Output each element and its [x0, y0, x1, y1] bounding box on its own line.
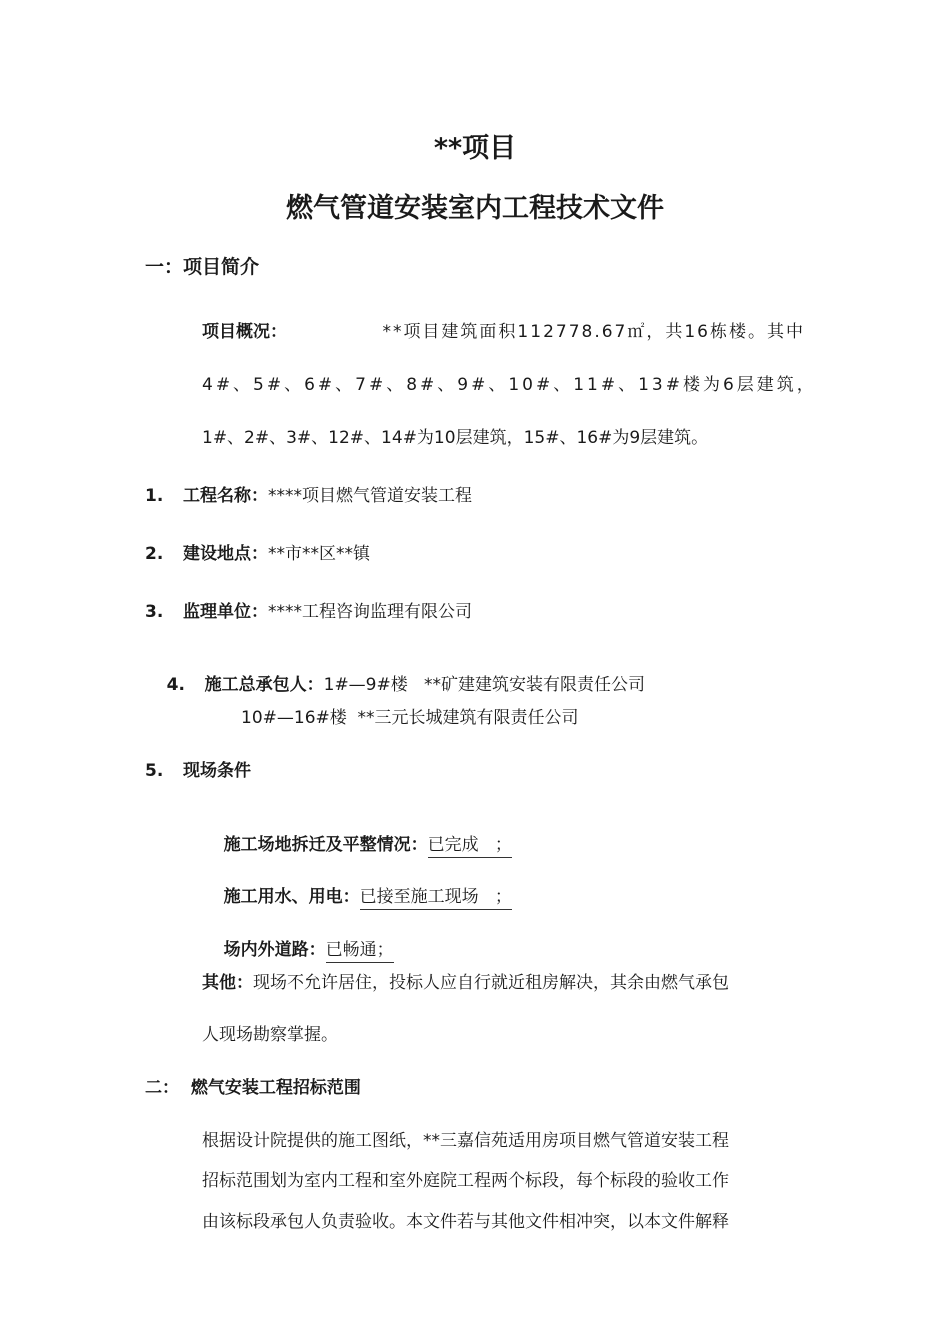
section2-para-line2: 招标范围划为室内工程和室外庭院工程两个标段，每个标段的验收工作 — [202, 1171, 729, 1191]
condition-label: 施工用水、用电： — [223, 887, 360, 907]
item-4-line2: 10#—16#楼 **三元长城建筑有限责任公司 — [241, 708, 579, 728]
condition-label: 场内外道路： — [223, 940, 326, 960]
other-text: 现场不允许居住，投标人应自行就近租房解决，其余由燃气承包 — [253, 973, 729, 993]
document-title-line1: **项目 — [433, 133, 517, 164]
item-value: ****工程咨询监理有限公司 — [268, 602, 472, 622]
overview-text: **项目建筑面积112778.67㎡，共16栋楼。其中 — [382, 322, 805, 342]
item-label: 现场条件 — [183, 761, 251, 781]
item-number: 4. — [166, 675, 185, 695]
overview-line3: 1#、2#、3#、12#、14#为10层建筑，15#、16#为9层建筑。 — [202, 428, 709, 448]
item-value: ****项目燃气管道安装工程 — [268, 486, 472, 506]
condition-value: 已完成 ； — [428, 830, 512, 858]
item-2 — [145, 539, 370, 564]
item-number: 3. — [145, 602, 164, 622]
document-title-line2: 燃气管道安装室内工程技术文件 — [286, 193, 664, 224]
other-line2: 人现场勘察掌握。 — [202, 1025, 338, 1045]
item-value: **市**区**镇 — [268, 544, 370, 564]
other-line1 — [202, 968, 729, 993]
overview-label: 项目概况： — [202, 322, 287, 342]
section2-para-line1: 根据设计院提供的施工图纸，**三嘉信苑适用房项目燃气管道安装工程 — [202, 1131, 729, 1151]
section1-heading: 一：项目简介 — [145, 256, 260, 278]
condition-label: 施工场地拆迁及平整情况： — [223, 835, 428, 855]
item-number: 5. — [145, 761, 164, 781]
overview-line2: 4#、5#、6#、7#、8#、9#、10#、11#、13#楼为6层建筑， — [202, 375, 817, 395]
condition-value: 已接至施工现场 ； — [360, 882, 512, 910]
item-1 — [145, 481, 472, 506]
section2-heading: 二： 燃气安装工程招标范围 — [145, 1078, 361, 1098]
item-label: 监理单位： — [183, 602, 268, 622]
item-5 — [145, 756, 251, 781]
item-3 — [145, 597, 472, 622]
item-label: 建设地点： — [183, 544, 268, 564]
section2-para-line3: 由该标段承包人负责验收。本文件若与其他文件相冲突，以本文件解释 — [202, 1212, 729, 1232]
item-label: 工程名称： — [183, 486, 268, 506]
overview-line1 — [202, 317, 805, 342]
item-label: 施工总承包人： — [204, 675, 324, 695]
other-label: 其他： — [202, 973, 253, 993]
item-number: 2. — [145, 544, 164, 564]
item-number: 1. — [145, 486, 164, 506]
item-value: 1#—9#楼 **矿建建筑安装有限责任公司 — [323, 675, 645, 695]
condition-value: 已畅通； — [326, 935, 394, 963]
